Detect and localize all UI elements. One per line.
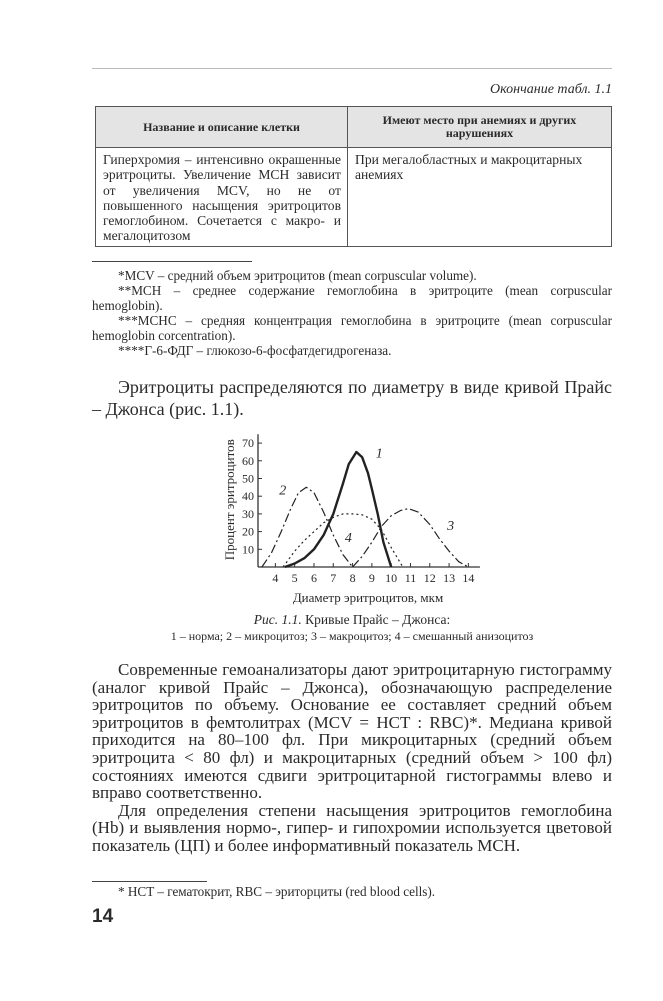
header-rule xyxy=(92,68,612,69)
cell-table xyxy=(95,106,612,247)
x-tick-label: 10 xyxy=(385,571,398,585)
paragraph: Современные гемоанализаторы дают эритроцитарную гистограмму (аналог кривой Прайс – Джонса), обозначающую распределение эритроцитов по объему. Основание ее составляет средний объем эритроцитов в фемтолитрах (MCV = HCT : RBC)*. Медиана кривой приходится на 80–100 фл. При микроцитарных (средний объем эритроцита < 80 фл) и макроцитарных (средний объем > 100 фл) состояниях имеются сдвиги эритроцитарной гистограммы влево и вправо соответственно. xyxy=(92,660,612,803)
footnote: **MCH – среднее содержание гемоглобина в эритроците (mean corpuscular hemoglobin). xyxy=(92,283,612,313)
column-header: Название и описание клетки xyxy=(96,107,348,148)
curve-label-2: 2 xyxy=(279,483,287,499)
x-tick-label: 6 xyxy=(310,571,317,585)
bottom-footnote xyxy=(92,884,612,899)
table-cell: При мегалобластных и макроцитарных анемиях xyxy=(348,148,612,247)
x-tick-label: 13 xyxy=(443,571,456,585)
footnote-rule xyxy=(92,881,207,882)
table-row xyxy=(96,148,612,247)
price-jones-chart xyxy=(200,425,500,610)
footnote: *MCV – средний объем эритроцитов (mean corpuscular volume). xyxy=(118,268,477,283)
x-tick-label: 9 xyxy=(368,571,375,585)
caption-legend: 1 – норма; 2 – микроцитоз; 3 – макроцитоз; 4 – смешанный анизоцитоз xyxy=(170,629,534,643)
caption-label: Рис. 1.1. xyxy=(253,612,302,627)
y-tick-label: 50 xyxy=(242,471,254,486)
y-tick-label: 70 xyxy=(242,436,254,451)
x-tick-label: 11 xyxy=(404,571,417,585)
caption-title: Кривые Прайс – Джонса: xyxy=(301,612,451,627)
footnote: ****Г-6-ФДГ – глюкозо-6-фосфатдегидрогеназа. xyxy=(118,343,392,358)
footnote: ***MCHC – средняя концентрация гемоглобина в эритроците (mean corpuscular hemoglobin corcentration). xyxy=(92,313,612,343)
y-tick-label: 20 xyxy=(242,524,254,539)
footnote: * HCT – гематокрит, RBC – эриторциты (red blood cells). xyxy=(118,884,436,899)
curve-label-1: 1 xyxy=(375,446,383,462)
y-tick-label: 60 xyxy=(242,453,254,468)
x-tick-label: 4 xyxy=(272,571,279,585)
table-continuation-label: Окончание табл. 1.1 xyxy=(490,82,612,97)
x-axis-label: Диаметр эритроцитов, мкм xyxy=(292,590,444,605)
table-cell: Гиперхромия – интенсивно окрашенные эритроциты. Увеличение MCH зависит от увеличения MCV, но не от повышенного насыщения эритроцитов гемоглобином. Сочетается с макро- и мегалоцитозом xyxy=(96,148,348,247)
curve-label-4: 4 xyxy=(344,531,352,547)
table-footnotes xyxy=(92,268,612,358)
x-tick-label: 12 xyxy=(423,571,436,585)
x-tick-label: 7 xyxy=(330,571,337,585)
y-axis-label: Процент эритроцитов xyxy=(222,439,237,561)
x-tick-label: 5 xyxy=(291,571,298,585)
body-text xyxy=(92,661,612,855)
y-tick-label: 30 xyxy=(242,506,254,521)
paragraph: Для определения степени насыщения эритроцитов гемоглобина (Hb) и выявления нормо-, гипер- и гипохромии используется цветовой показатель (ЦП) и более информативный показатель MCH. xyxy=(92,800,612,855)
curve-3 xyxy=(353,509,469,567)
x-tick-label: 14 xyxy=(462,571,475,585)
curve-label-3: 3 xyxy=(447,518,455,534)
column-header: Имеют место при анемиях и других нарушениях xyxy=(348,107,612,148)
intro-paragraph xyxy=(92,376,612,420)
paragraph: Эритроциты распределяются по диаметру в виде кривой Прайс – Джонса (рис. 1.1). xyxy=(92,377,612,419)
y-tick-label: 10 xyxy=(242,542,254,557)
y-tick-label: 40 xyxy=(242,489,254,504)
curve-1 xyxy=(285,452,391,567)
table-header-row xyxy=(96,107,612,148)
page-number: 14 xyxy=(92,906,114,927)
x-tick-label: 8 xyxy=(349,571,356,585)
footnote-rule xyxy=(92,261,252,262)
figure-caption xyxy=(92,612,612,644)
